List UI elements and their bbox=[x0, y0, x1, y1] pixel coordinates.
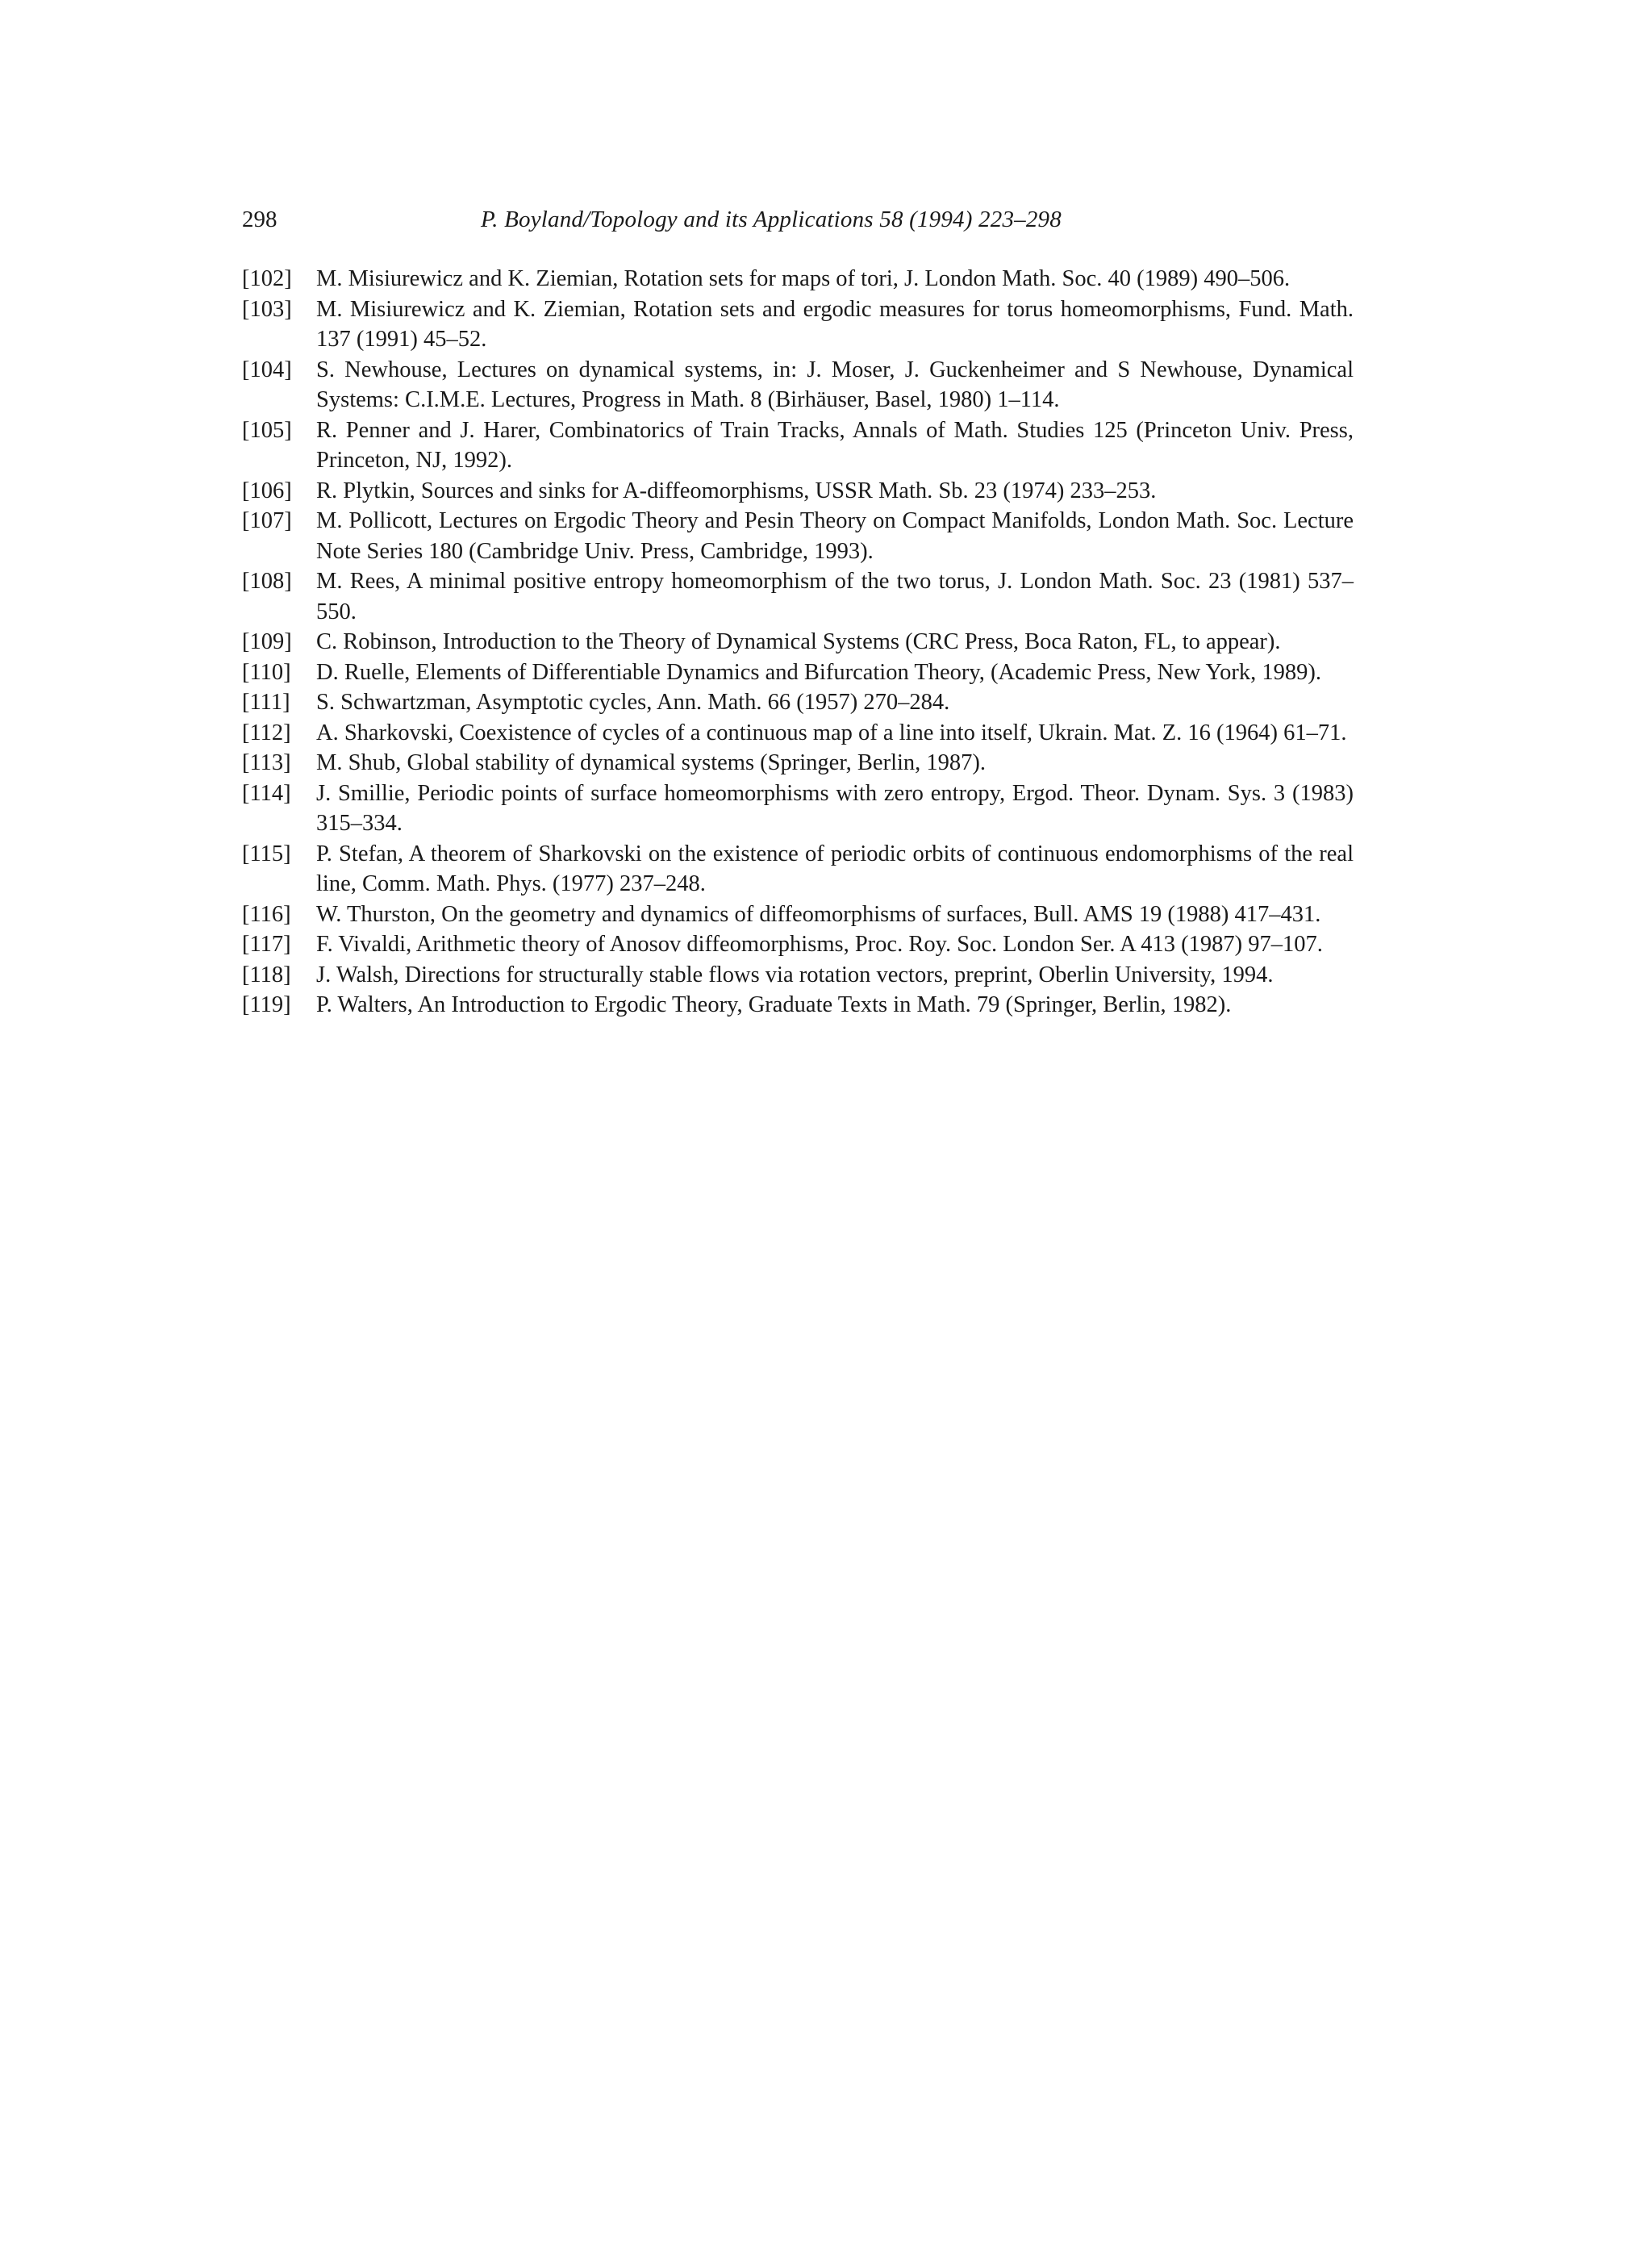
running-head: P. Boyland/Topology and its Applications 58 (1994) 223–298 bbox=[481, 207, 1062, 232]
reference-number: [107] bbox=[242, 508, 292, 533]
reference-item bbox=[242, 687, 1354, 718]
reference-text: J. Walsh, Directions for structurally stable flows via rotation vectors, preprint, Oberlin University, 1994. bbox=[316, 962, 1274, 987]
reference-item bbox=[242, 839, 1354, 900]
reference-number: [109] bbox=[242, 629, 292, 654]
reference-text: R. Penner and J. Harer, Combinatorics of Train Tracks, Annals of Math. Studies 125 (Princeton Univ. Press, Princeton, NJ, 1992). bbox=[316, 417, 1354, 473]
reference-item bbox=[242, 960, 1354, 991]
reference-item bbox=[242, 627, 1354, 658]
reference-text: M. Pollicott, Lectures on Ergodic Theory and Pesin Theory on Compact Manifolds, London Math. Soc. Lecture Note Series 180 (Cambridge Univ. Press, Cambridge, 1993). bbox=[316, 508, 1354, 564]
reference-item bbox=[242, 990, 1354, 1021]
reference-number: [110] bbox=[242, 659, 291, 685]
reference-item bbox=[242, 476, 1354, 507]
reference-item bbox=[242, 415, 1354, 476]
reference-text: W. Thurston, On the geometry and dynamics of diffeomorphisms of surfaces, Bull. AMS 19 (1988) 417–431. bbox=[316, 901, 1321, 927]
reference-text: D. Ruelle, Elements of Differentiable Dynamics and Bifurcation Theory, (Academic Press, New York, 1989). bbox=[316, 659, 1322, 685]
reference-number: [111] bbox=[242, 690, 290, 715]
reference-number: [118] bbox=[242, 962, 291, 987]
reference-number: [115] bbox=[242, 841, 291, 866]
page-header bbox=[0, 203, 1652, 236]
reference-text: M. Rees, A minimal positive entropy homeomorphism of the two torus, J. London Math. Soc. 23 (1981) 537–550. bbox=[316, 569, 1354, 624]
reference-item bbox=[242, 718, 1354, 749]
reference-text: M. Shub, Global stability of dynamical systems (Springer, Berlin, 1987). bbox=[316, 750, 987, 775]
reference-text: M. Misiurewicz and K. Ziemian, Rotation sets for maps of tori, J. London Math. Soc. 40 (1989) 490–506. bbox=[316, 266, 1291, 291]
reference-item bbox=[242, 355, 1354, 415]
reference-item bbox=[242, 779, 1354, 839]
reference-item bbox=[242, 264, 1354, 294]
reference-item bbox=[242, 900, 1354, 930]
reference-item bbox=[242, 294, 1354, 355]
reference-text: M. Misiurewicz and K. Ziemian, Rotation sets and ergodic measures for torus homeomorphisms, Fund. Math. 137 (1991) 45–52. bbox=[316, 296, 1354, 352]
reference-number: [119] bbox=[242, 992, 291, 1017]
reference-number: [104] bbox=[242, 357, 292, 382]
reference-number: [113] bbox=[242, 750, 291, 775]
reference-number: [116] bbox=[242, 901, 291, 927]
reference-text: J. Smillie, Periodic points of surface homeomorphisms with zero entropy, Ergod. Theor. Dynam. Sys. 3 (1983) 315–334. bbox=[316, 780, 1354, 836]
reference-item bbox=[242, 658, 1354, 688]
reference-item bbox=[242, 929, 1354, 960]
reference-number: [106] bbox=[242, 478, 292, 503]
reference-list bbox=[242, 264, 1354, 1021]
reference-text: R. Plytkin, Sources and sinks for A-diffeomorphisms, USSR Math. Sb. 23 (1974) 233–253. bbox=[316, 478, 1157, 503]
reference-number: [117] bbox=[242, 932, 291, 957]
reference-item bbox=[242, 748, 1354, 779]
reference-number: [103] bbox=[242, 296, 292, 322]
reference-text: P. Walters, An Introduction to Ergodic Theory, Graduate Texts in Math. 79 (Springer, Berlin, 1982). bbox=[316, 992, 1232, 1017]
reference-text: F. Vivaldi, Arithmetic theory of Anosov diffeomorphisms, Proc. Roy. Soc. London Ser. A 413 (1987) 97–107. bbox=[316, 932, 1323, 957]
reference-text: S. Schwartzman, Asymptotic cycles, Ann. Math. 66 (1957) 270–284. bbox=[316, 690, 950, 715]
reference-number: [114] bbox=[242, 780, 291, 806]
reference-text: P. Stefan, A theorem of Sharkovski on the existence of periodic orbits of continuous endomorphisms of the real line, Comm. Math. Phys. (1977) 237–248. bbox=[316, 841, 1354, 896]
reference-item bbox=[242, 506, 1354, 566]
reference-text: A. Sharkovski, Coexistence of cycles of a continuous map of a line into itself, Ukrain. Mat. Z. 16 (1964) 61–71. bbox=[316, 720, 1347, 745]
reference-number: [108] bbox=[242, 569, 292, 594]
reference-number: [102] bbox=[242, 266, 292, 291]
reference-text: C. Robinson, Introduction to the Theory of Dynamical Systems (CRC Press, Boca Raton, FL, to appear). bbox=[316, 629, 1281, 654]
reference-number: [112] bbox=[242, 720, 291, 745]
reference-number: [105] bbox=[242, 417, 292, 443]
reference-text: S. Newhouse, Lectures on dynamical systems, in: J. Moser, J. Guckenheimer and S Newhouse, Dynamical Systems: C.I.M.E. Lectures, Progress in Math. 8 (Birhäuser, Basel, 1980) 1–114. bbox=[316, 357, 1354, 412]
page-number: 298 bbox=[242, 207, 277, 232]
reference-item bbox=[242, 566, 1354, 627]
